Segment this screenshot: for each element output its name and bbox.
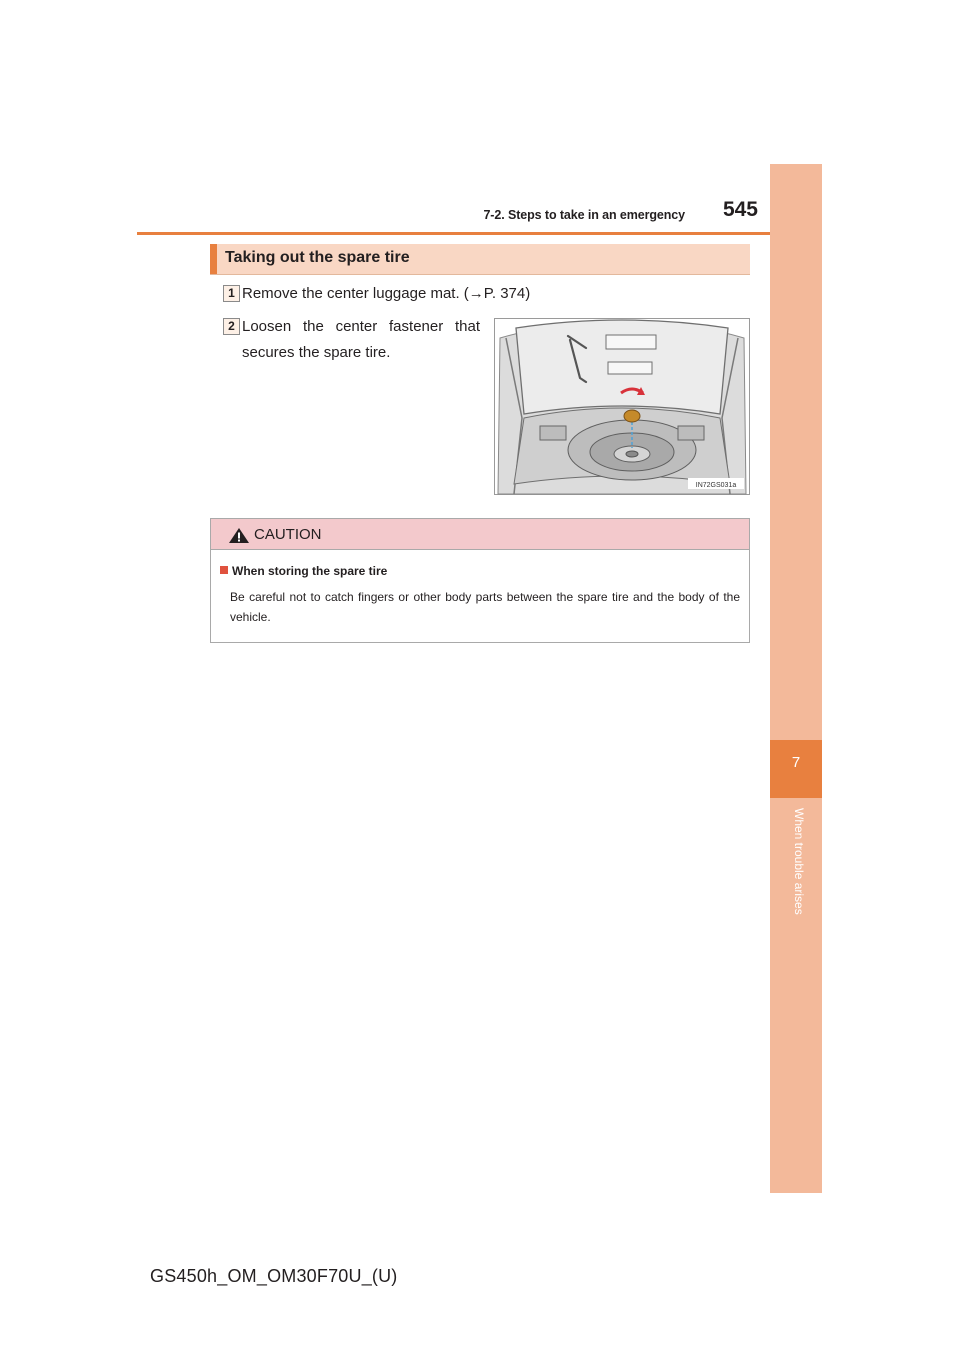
- caution-item-title: [220, 564, 387, 578]
- step-1-text: Remove the center luggage mat. (→P. 374): [242, 285, 531, 302]
- chapter-number: 7: [791, 754, 801, 771]
- warning-triangle-icon: [228, 527, 250, 544]
- footer-code: GS450h_OM_OM30F70U_(U): [150, 1266, 398, 1286]
- bullet-square-icon: [220, 566, 228, 574]
- step-2-text: Loosen the center fastener that secures the spare tire.: [242, 318, 480, 361]
- step-1-number: 1: [223, 285, 240, 302]
- heading-accent: [210, 244, 217, 274]
- trunk-spare-tire-illustration: [494, 318, 750, 495]
- page-number: 545: [722, 198, 758, 221]
- section-heading: [210, 244, 750, 275]
- section-title: Taking out the spare tire: [225, 249, 410, 266]
- caution-body: Be careful not to catch fingers or other body parts between the spare tire and the body of the vehicle.: [230, 590, 740, 624]
- side-tab: [770, 164, 822, 1193]
- chapter-title: When trouble arises: [792, 808, 806, 915]
- header-rule: [137, 232, 822, 235]
- caution-box: [210, 518, 750, 643]
- caution-item-title-text: When storing the spare tire: [232, 564, 388, 578]
- caution-header: [211, 519, 749, 550]
- caution-title: CAUTION: [254, 526, 322, 543]
- step-2-number: 2: [223, 318, 240, 335]
- section-label: 7-2. Steps to take in an emergency: [483, 208, 685, 222]
- illustration-code: IN72GS031a: [695, 482, 737, 489]
